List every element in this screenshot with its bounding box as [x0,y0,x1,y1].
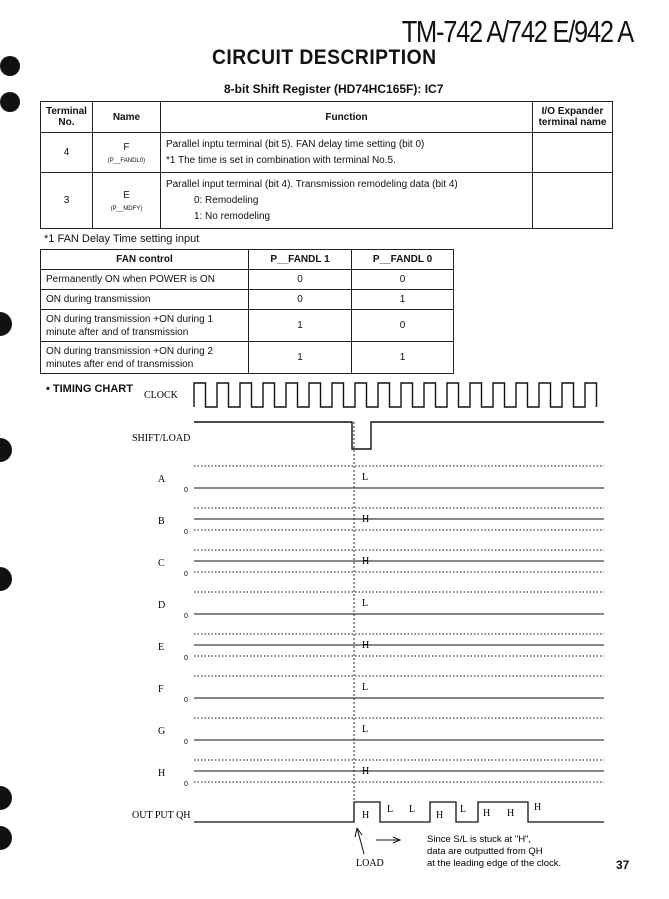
terminal-no: 3 [41,173,93,229]
zero-level-label: 0 [184,571,188,578]
terminal-no: 4 [41,133,93,173]
timing-chart-title: • TIMING CHART [46,383,133,395]
function-line: 0: Remodeling [193,194,259,206]
channel-level: L [362,724,369,735]
zero-level-label: 0 [184,655,188,662]
fan-delay-table [40,249,454,374]
channel-level: H [362,766,370,777]
channel-label: B [158,516,165,527]
fandl1-value: 1 [249,310,352,342]
output-bit: L [460,804,467,815]
zero-level-label: 0 [184,487,188,494]
model-title: TM-742 A/742 E/942 A [401,14,633,49]
column-header: P__FANDL 1 [249,250,352,270]
shift-load-label: SHIFT/LOAD [132,433,191,444]
channel-waveforms [158,466,604,788]
expander-name [533,133,613,173]
note-line: data are outputted from QH [427,846,543,857]
channel-level: L [362,598,369,609]
channel-level: L [362,472,369,483]
expander-name [533,173,613,229]
output-bit: L [409,804,416,815]
note-line: at the leading edge of the clock. [427,858,562,869]
channel-level: H [362,556,370,567]
table-row [41,270,454,290]
shift-load-waveform [194,422,604,449]
zero-level-label: 0 [184,529,188,536]
output-bit: H [507,808,515,819]
note-line: Since S/L is stuck at "H", [427,834,532,845]
function-line: 1: No remodeling [193,210,271,222]
column-header: Name [92,102,160,133]
output-bit: H [534,802,542,813]
function-line: Parallel input terminal (bit 4). Transmission remodeling data (bit 4) [165,178,458,190]
output-bit: L [387,804,394,815]
zero-level-label: 0 [184,739,188,746]
zero-level-label: 0 [184,613,188,620]
table-header-row [41,102,613,133]
load-pointer-line [357,828,364,854]
fan-control: Permanently ON when POWER is ON [41,270,249,290]
terminal-name-text: E [123,189,130,201]
column-header: Function [160,102,532,133]
column-header: Terminal No. [41,102,93,133]
channel-label: C [158,558,165,569]
binder-hole [0,56,20,76]
fandl1-value: 0 [249,290,352,310]
terminal-name [92,133,160,173]
terminal-pin: (P__MDFY) [110,205,143,212]
clock-label: CLOCK [144,390,178,401]
fan-control: ON during transmission [41,290,249,310]
table-header-row [41,250,454,270]
fandl0-value: 0 [352,310,454,342]
table-row [41,310,454,342]
channel-level: H [362,514,370,525]
output-bit: H [436,810,444,821]
zero-level-label: 0 [184,781,188,788]
terminal-pin: (P__FANDL0) [107,157,146,164]
channel-label: F [158,684,164,695]
clock-waveform [194,383,597,407]
fandl1-value: 0 [249,270,352,290]
table-row [41,133,613,173]
channel-level: L [362,682,369,693]
table-row [41,290,454,310]
function-line: *1 The time is set in combination with terminal No.5. [165,154,396,166]
column-header: FAN control [41,250,249,270]
timing-chart [0,370,669,870]
output-label: OUT PUT QH [132,810,191,821]
page-number: 37 [616,858,630,872]
function-line: Parallel inptu terminal (bit 5). FAN delay time setting (bit 0) [165,138,425,150]
terminal-name [92,173,160,229]
page-title: CIRCUIT DESCRIPTION [212,46,437,69]
terminal-table [40,101,613,229]
terminal-name-text: F [123,141,130,153]
fandl0-value: 0 [352,270,454,290]
fandl0-value: 1 [352,342,454,374]
terminal-function [160,173,532,229]
fan-control: ON during transmission +ON during 1 minute after and of transmission [41,310,249,342]
channel-label: H [158,768,166,779]
section-title: 8-bit Shift Register (HD74HC165F): IC7 [224,82,444,96]
channel-label: A [158,474,166,485]
channel-label: E [158,642,165,653]
output-bit: H [483,808,491,819]
column-header: I/O Expander terminal name [533,102,613,133]
table-row [41,342,454,374]
output-waveform [194,802,604,822]
fan-control: ON during transmission +ON during 2 minutes after end of transmission [41,342,249,374]
channel-label: G [158,726,166,737]
fandl1-value: 1 [249,342,352,374]
binder-hole [0,312,12,336]
load-label: LOAD [356,858,384,869]
channel-level: H [362,640,370,651]
output-bits [362,802,541,821]
terminal-function [160,133,532,173]
column-header: P__FANDL 0 [352,250,454,270]
binder-hole [0,92,20,112]
zero-level-label: 0 [184,697,188,704]
fandl0-value: 1 [352,290,454,310]
output-bit: H [362,810,370,821]
note-arrow-icon [376,837,400,843]
footnote: *1 FAN Delay Time setting input [44,233,200,245]
table-row [41,173,613,229]
channel-label: D [158,600,166,611]
